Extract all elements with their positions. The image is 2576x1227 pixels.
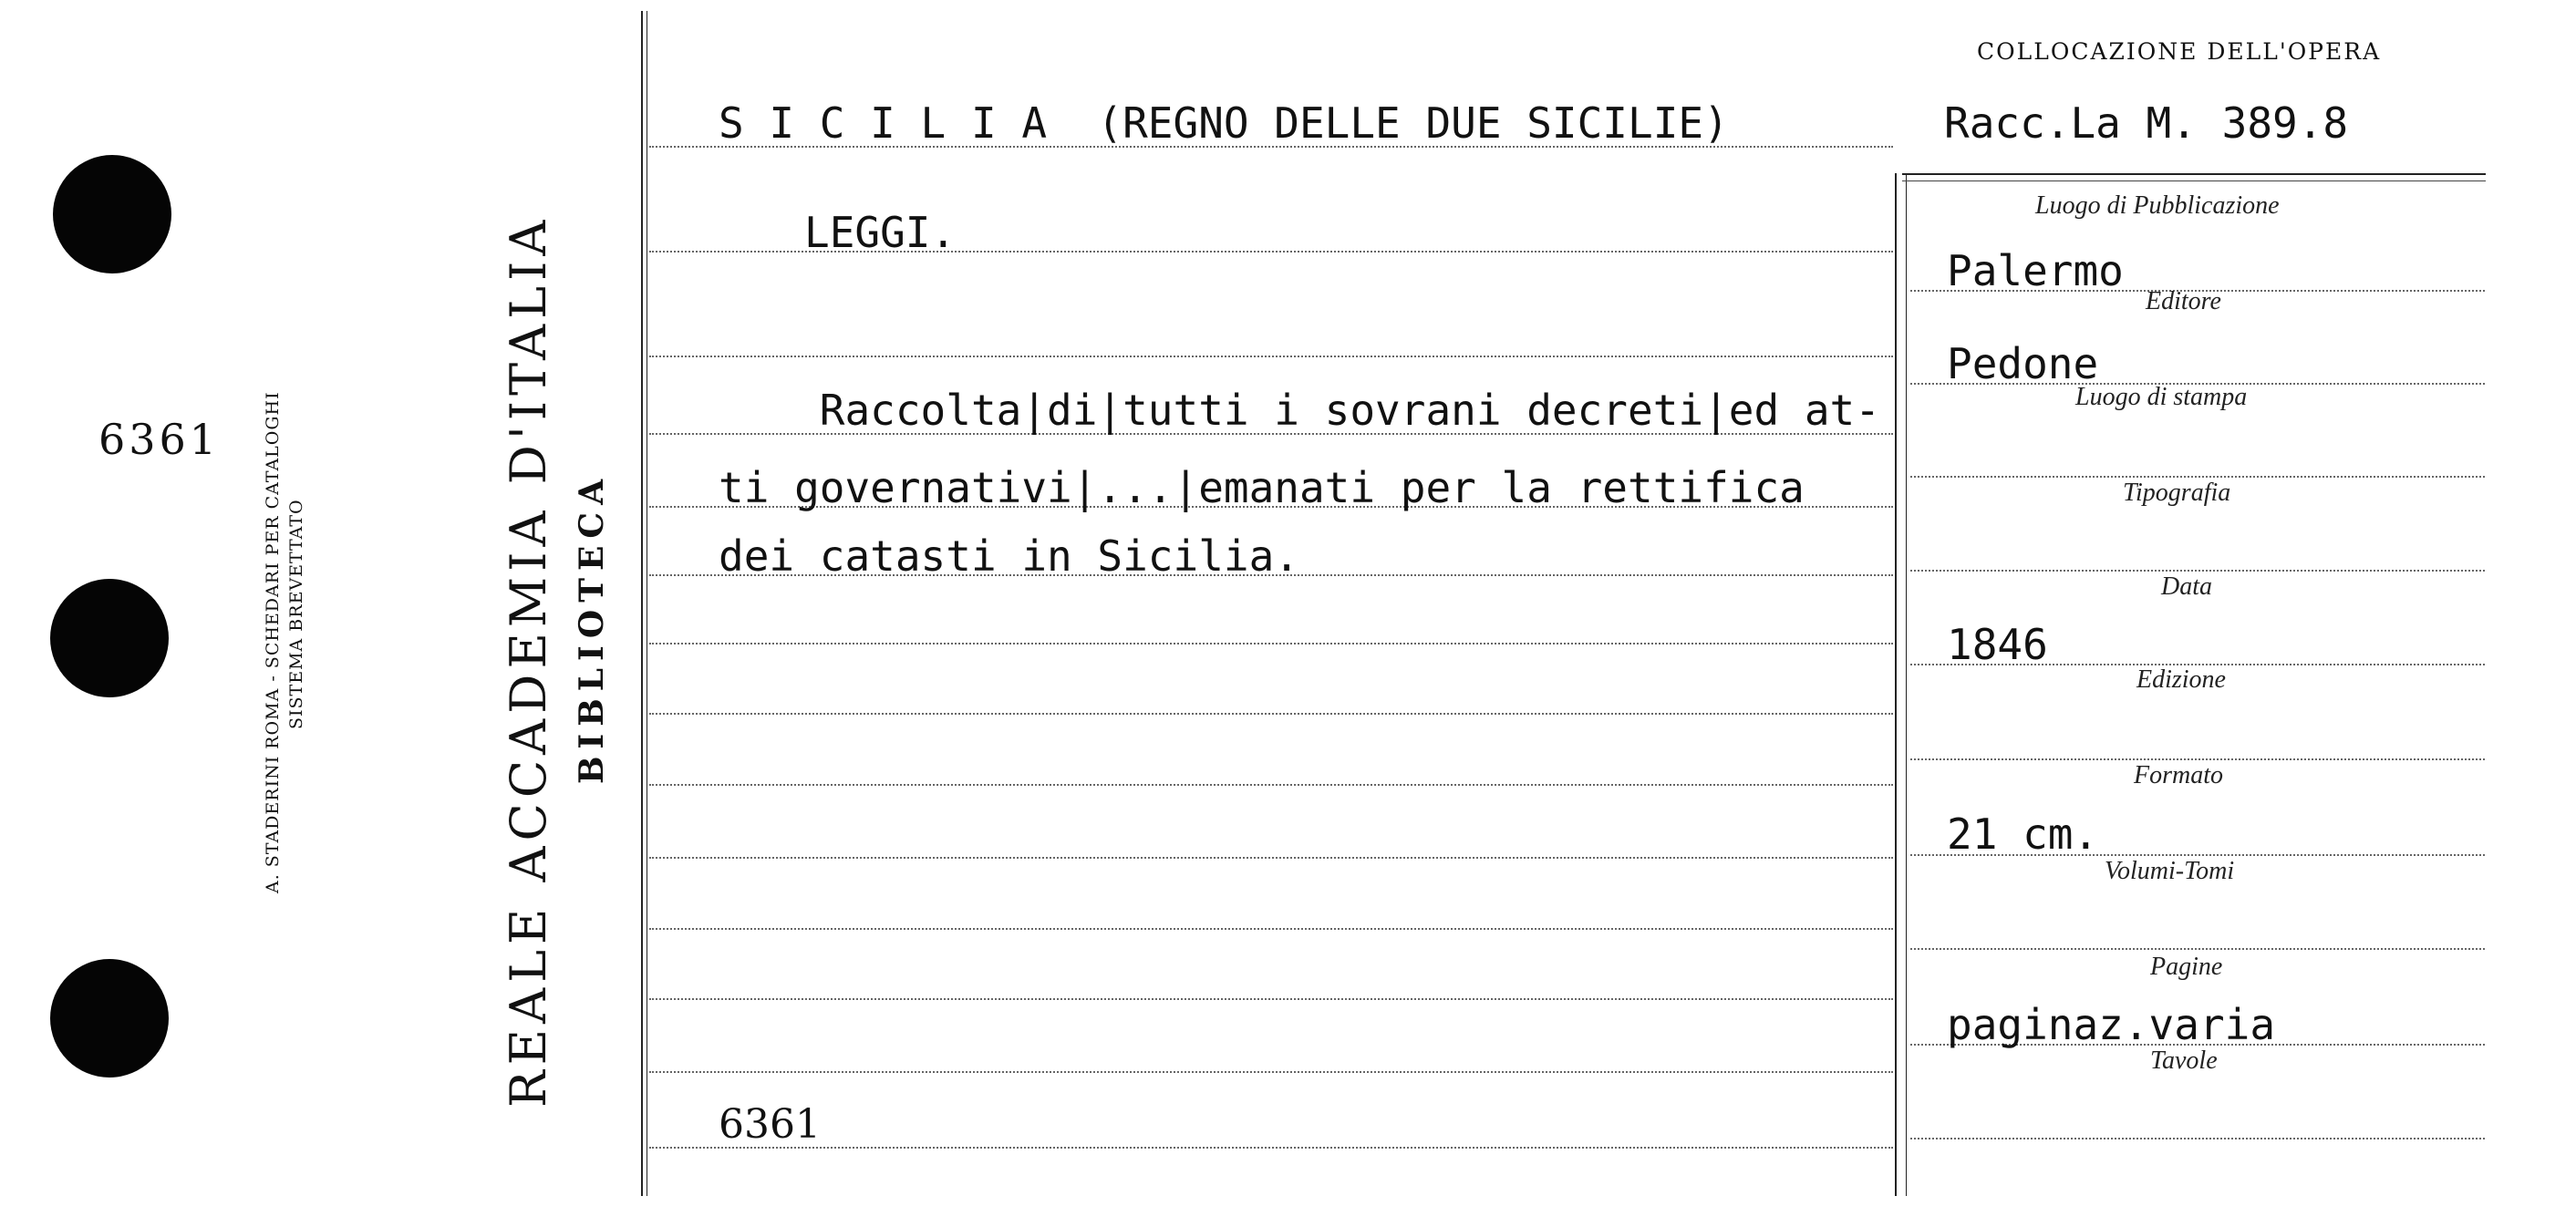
rule-line [649,998,1893,1000]
printer-imprint: A. STADERINI ROMA - SCHEDARI PER CATALOGHI [263,391,283,893]
rule-line [649,713,1893,715]
rule-line [649,1071,1893,1073]
field-rule [1910,1138,2485,1139]
label-luogo-pubblicazione: Luogo di Pubblicazione [2035,191,2280,220]
right-panel-border-inner [1906,173,1907,1196]
collocation-header: COLLOCAZIONE DELL'OPERA [1977,38,2382,65]
value-pagine: paginaz.varia [1947,1000,2276,1049]
main-heading: S I C I L I A (REGNO DELLE DUE SICILIE) [719,98,1729,148]
right-panel-border [1895,173,1897,1196]
value-editore: Pedone [1947,339,2099,388]
value-formato: 21 cm. [1947,809,2099,859]
field-rule [1910,948,2485,950]
rule-line [649,928,1893,930]
printer-imprint-system: SISTEMA BREVETTATO [286,499,306,729]
label-tavole: Tavole [2150,1047,2218,1075]
right-panel-top-border-inner [1902,180,2486,181]
title-line-2: ti governativi|...|emanati per la rettifica [719,463,1805,512]
rule-line [649,643,1893,644]
field-rule [1910,758,2485,760]
label-editore: Editore [2146,287,2221,315]
department-name: BIBLIOTECA [573,471,611,784]
label-edizione: Edizione [2136,665,2226,694]
field-rule [1910,570,2485,572]
rule-line [649,857,1893,859]
label-luogo-stampa: Luogo di stampa [2075,383,2248,411]
label-tipografia: Tipografia [2123,479,2231,507]
bottom-number: 6361 [719,1101,821,1148]
punch-hole-top [53,155,171,273]
left-border [641,11,643,1196]
label-data: Data [2161,572,2212,601]
punch-hole-bottom [50,959,169,1077]
title-line-1: Raccolta|di|tutti i sovrani decreti|ed at- [719,386,1880,435]
rule-line [649,1147,1893,1149]
field-rule [1910,476,2485,478]
label-formato: Formato [2134,761,2223,789]
institution-name: REALE ACCADEMIA D'ITALIA [500,214,557,1108]
rule-line [649,356,1893,357]
punch-hole-middle [50,579,169,697]
title-line-3: dei catasti in Sicilia. [719,531,1299,581]
value-luogo-pubblicazione: Palermo [1947,246,2124,295]
margin-number: 6361 [98,415,221,464]
right-panel-top-border [1902,173,2486,175]
label-volumi-tomi: Volumi-Tomi [2105,857,2235,885]
subheading: LEGGI. [804,208,957,257]
rule-line [649,784,1893,786]
value-data: 1846 [1947,620,2048,669]
label-pagine: Pagine [2150,953,2223,981]
shelfmark: Racc.La M. 389.8 [1944,98,2349,148]
